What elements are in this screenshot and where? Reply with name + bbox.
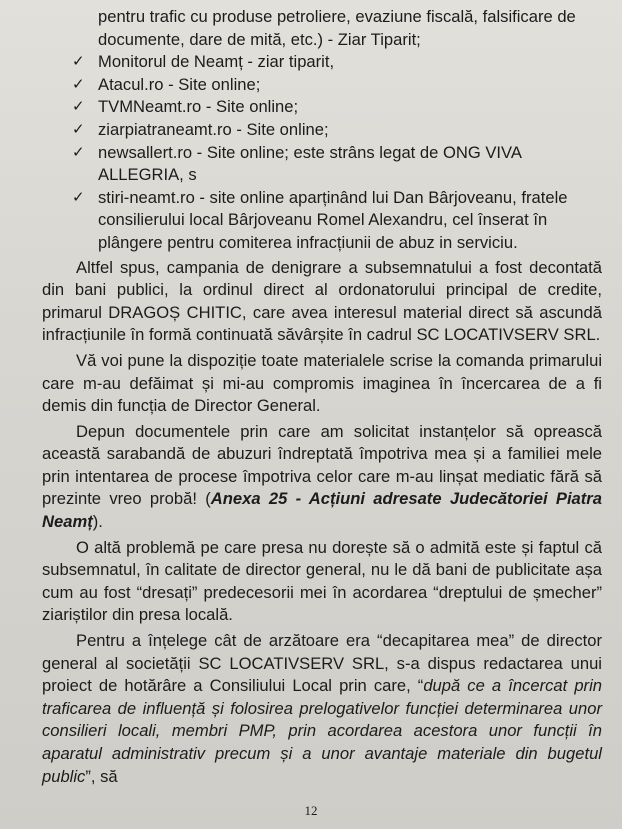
text-line: pentru trafic cu produse petroliere, evaziune fiscală, falsificare de bbox=[98, 7, 576, 26]
list-item-text: consilierului local Bârjoveanu Romel Alexandru, cel înserat în bbox=[98, 210, 548, 230]
paragraph-text: Pentru a înțelege cât de arzătoare era “decapitarea mea” de director general al societății SC LOCATIVSERV SRL, s-a dispus redactarea unui proiect de hotărâre a Consiliului Local prin care, “ bbox=[42, 631, 602, 696]
list-item-text: plângere pentru comiterea infracțiunii de abuz in serviciu. bbox=[98, 232, 518, 252]
quoted-text: după ce a încercat prin traficarea de influență și folosirea prelogativelor funcției determinarea unor consilieri locali, membri PMP, prin acordarea acestora unor funcții în aparatul administrativ precum și a unor avantaje materiale din bugetul public bbox=[42, 676, 602, 786]
list-item bbox=[42, 51, 602, 74]
paragraph bbox=[42, 630, 602, 788]
paragraph: O altă problemă pe care presa nu dorește să o admită este și faptul că subsemnatul, în calitate de director general, nu le dă bani de publicitate așa cum au fost “dresați” predecesorii mei în acordarea “dreptului de șmecher” ziariștilor din presa locală. bbox=[42, 537, 602, 625]
paragraph: Altfel spus, campania de denigrare a subsemnatului a fost decontată din bani publici, la ordinul direct al ordonatorului principal de credite, primarul DRAGOȘ CHITIC, care avea interesul material direct să ascundă infracțiunile în formă continuată săvârșite în cadrul SC LOCATIVSERV SRL. bbox=[42, 257, 602, 345]
check-icon: ✓ bbox=[72, 53, 85, 71]
list-item-text: ziarpiatraneamt.ro - Site online; bbox=[98, 119, 329, 139]
list-item-text: newsallert.ro - Site online; este strâns legat de ONG VIVA bbox=[98, 142, 522, 162]
page-number: 12 bbox=[304, 803, 318, 818]
paragraph bbox=[42, 421, 602, 534]
paragraph-text: Depun documentele prin care am solicitat instanțelor să oprească această sarabandă de abuzuri îndreptată împotriva mea și a familiei mele prin intentarea de procese împotriva celor care m-au linșat mediatic fără să prezinte vreo probă! ( bbox=[42, 421, 602, 509]
list-item bbox=[42, 119, 602, 142]
check-icon: ✓ bbox=[72, 188, 85, 206]
list-item bbox=[42, 74, 602, 97]
list-item-text: TVMNeamt.ro - Site online; bbox=[98, 97, 299, 117]
list-item-text: Monitorul de Neamț - ziar tiparit, bbox=[98, 52, 335, 72]
text-line: documente, dare de mită, etc.) - Ziar Tiparit; bbox=[98, 29, 421, 49]
paragraph-text: ). bbox=[92, 512, 103, 532]
list-item bbox=[42, 142, 602, 187]
check-icon: ✓ bbox=[72, 75, 85, 93]
list-item bbox=[42, 187, 602, 255]
list-item-text: stiri-neamt.ro - site online aparținând lui Dan Bârjoveanu, fratele bbox=[98, 187, 568, 207]
paragraph: Vă voi pune la dispoziție toate materialele scrise la comanda primarului care m-au defăimat și mi-au compromis imaginea în încercarea de a fi demis din funcția de Director General. bbox=[42, 350, 602, 416]
continued-text bbox=[98, 6, 602, 51]
check-icon: ✓ bbox=[72, 98, 85, 116]
annex-reference: Anexa 25 - Acțiuni adresate Judecătoriei Piatra Neamț bbox=[42, 489, 602, 532]
check-icon: ✓ bbox=[72, 120, 85, 138]
list-item-text: Atacul.ro - Site online; bbox=[98, 74, 261, 94]
list-item bbox=[42, 96, 602, 119]
page-content bbox=[42, 6, 602, 791]
check-icon: ✓ bbox=[72, 143, 85, 161]
list-item-text: ALLEGRIA, s bbox=[98, 165, 197, 185]
paragraph-text: ”, să bbox=[85, 766, 118, 786]
